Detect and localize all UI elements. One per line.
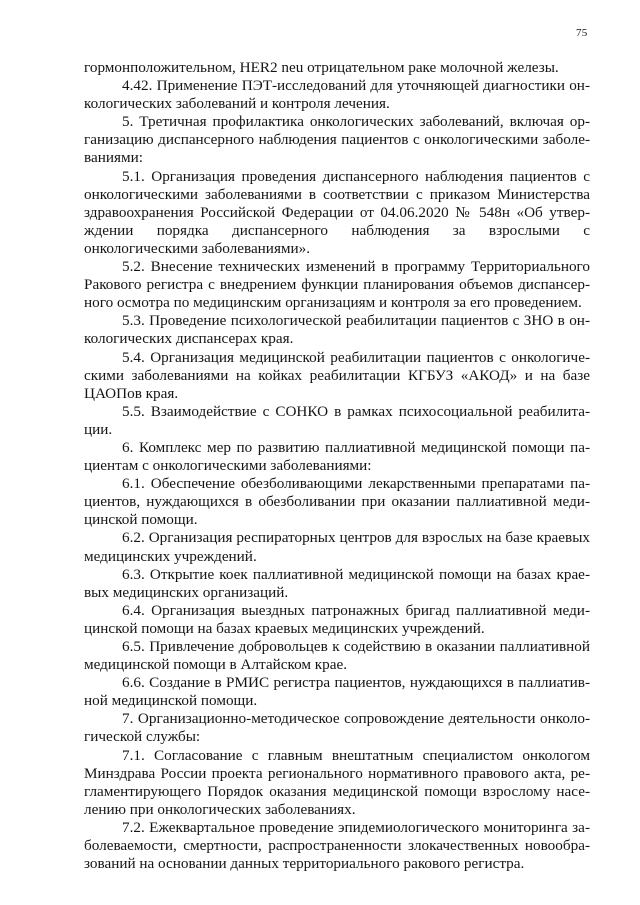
paragraph: 5.4. Организация медицинской реабилитации пациентов с онкологическими заболеваниями на койках реабилитации КГБУЗ «АКОД» и на базе ЦАОПов края. — [84, 348, 590, 402]
paragraph: 5.3. Проведение психологической реабилитации пациентов с ЗНО в онкологических диспансерах края. — [84, 312, 590, 348]
document-body — [84, 59, 590, 873]
paragraph: 5.2. Внесение технических изменений в программу Территориального Ракового регистра с внедрением функции планирования объемов диспансерного осмотра по медицинским организациям и контроля за его проведением. — [84, 258, 590, 312]
paragraph: 6.4. Организация выездных патронажных бригад паллиативной медицинской помощи на базах краевых медицинских учреждений. — [84, 601, 590, 637]
paragraph: 6. Комплекс мер по развитию паллиативной медицинской помощи пациентам с онкологическими заболеваниями: — [84, 438, 590, 475]
paragraph: 4.42. Применение ПЭТ-исследований для уточняющей диагностики онкологических заболеваний и контроля лечения. — [84, 77, 590, 113]
paragraph: гормонположительном, HER2 neu отрицательном раке молочной железы. — [84, 59, 559, 76]
paragraph: 6.3. Открытие коек паллиативной медицинской помощи на базах краевых медицинских организаций. — [84, 565, 590, 601]
paragraph: 5. Третичная профилактика онкологических заболеваний, включая организацию диспансерного наблюдения пациентов с онкологическими заболеваниями: — [84, 113, 590, 167]
paragraph: 6.6. Создание в РМИС регистра пациентов, нуждающихся в паллиативной медицинской помощи. — [84, 674, 590, 710]
paragraph: 5.5. Взаимодействие с СОНКО в рамках психосоциальной реабилитации. — [84, 402, 590, 438]
paragraph: 6.1. Обеспечение обезболивающими лекарственными препаратами пациентов, нуждающихся в обезболивании при оказании паллиативной медицинской помощи. — [84, 475, 590, 529]
paragraph: 7.2. Ежеквартальное проведение эпидемиологического мониторинга заболеваемости, смертности, распространенности злокачественных новообразований на основании данных территориального ракового регистра. — [84, 818, 590, 873]
paragraph: 7. Организационно-методическое сопровождение деятельности онкологической службы: — [84, 710, 590, 746]
paragraph: 7.1. Согласование с главным внештатным специалистом онкологом Минздрава России проекта регионального нормативного правового акта, регламентирующего Порядок оказания медицинской помощи взрослому населению при онкологических заболеваниях. — [84, 746, 590, 818]
paragraph: 6.2. Организация респираторных центров для взрослых на базе краевых медицинских учреждений. — [84, 529, 590, 565]
paragraph: 6.5. Привлечение добровольцев к содействию в оказании паллиативной медицинской помощи в Алтайском крае. — [84, 638, 590, 674]
page-number: 75 — [576, 27, 588, 39]
paragraph: 5.1. Организация проведения диспансерного наблюдения пациентов с онкологическими заболеваниями в соответствии с приказом Министерства здравоохранения Российской Федерации от 04.06.2020 № 548н «Об утверждении порядка диспансерного наблюдения за взрослыми с онкологическими заболеваниями». — [84, 167, 590, 257]
